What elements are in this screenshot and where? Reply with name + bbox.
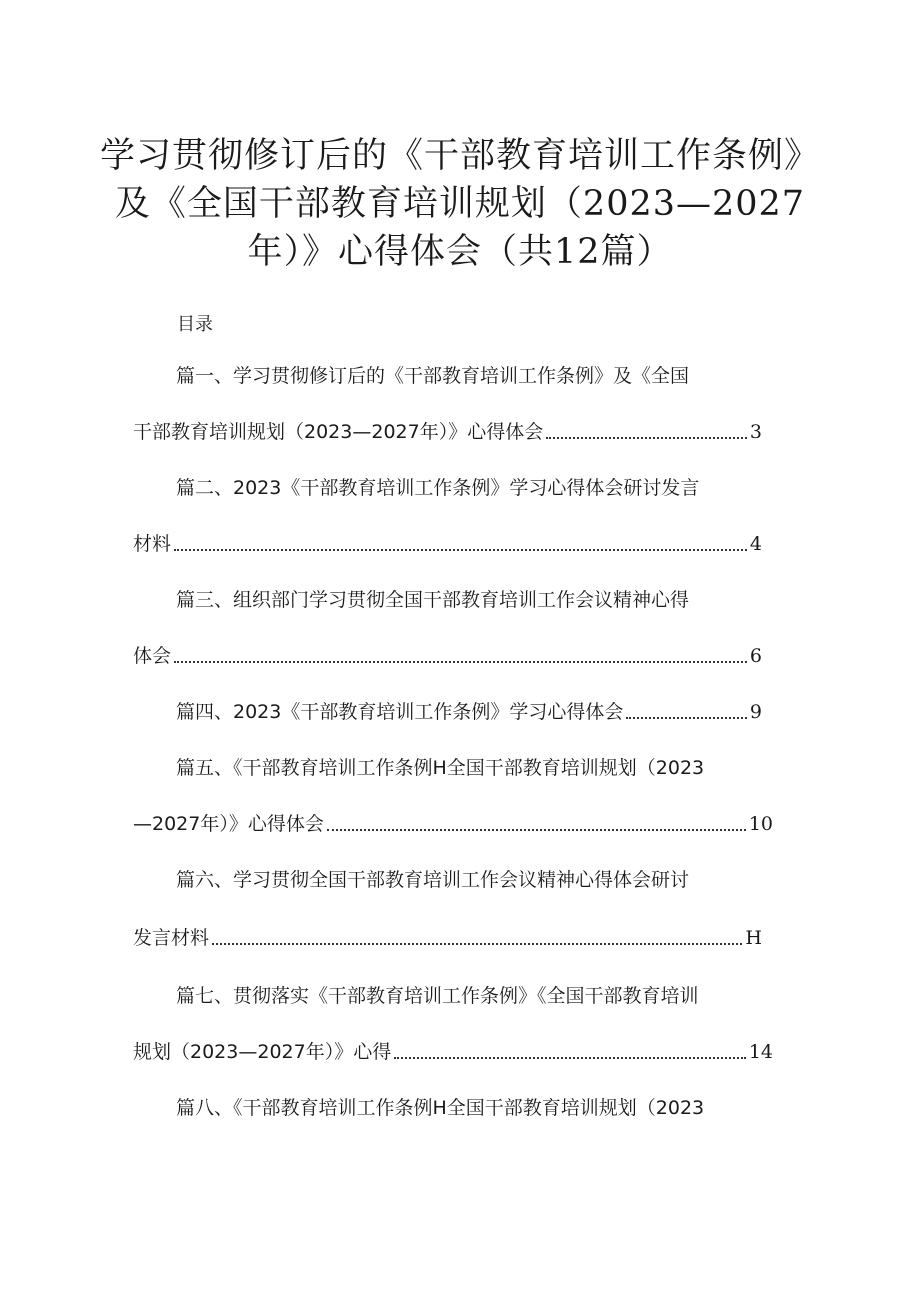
toc-entry-1-line-1[interactable]: 篇一、学习贯彻修订后的《干部教育培训工作条例》及《全国 xyxy=(176,365,690,387)
toc-entry-6-text: 发言材料 xyxy=(133,927,210,949)
toc-entry-7-text: 规划（2023—2027年）》心得 xyxy=(133,1041,392,1063)
toc-entry-4-text: 篇四、2023《干部教育培训工作条例》学习心得体会 xyxy=(176,701,624,723)
toc-entry-2-line-1[interactable]: 篇二、2023《干部教育培训工作条例》学习心得体会研讨发言 xyxy=(176,477,700,499)
dot-leader xyxy=(212,943,742,945)
toc-entry-7-line-2[interactable] xyxy=(133,1038,773,1066)
toc-heading: 目录 xyxy=(177,314,213,335)
toc-entry-5-page: 10 xyxy=(748,813,773,835)
toc-entry-2-page: 4 xyxy=(749,533,762,555)
dot-leader xyxy=(394,1057,746,1059)
toc-entry-3-text: 体会 xyxy=(133,645,172,667)
toc-entry-1-text: 干部教育培训规划（2023—2027年）》心得体会 xyxy=(133,421,544,443)
toc-entry-7-page: 14 xyxy=(748,1041,773,1063)
toc-entry-6-line-2[interactable] xyxy=(133,924,762,952)
document-title-line-1: 学习贯彻修订后的《干部教育培训工作条例》 xyxy=(100,136,821,176)
toc-entry-3-line-1[interactable]: 篇三、组织部门学习贯彻全国干部教育培训工作会议精神心得 xyxy=(176,589,690,611)
toc-entry-6-page: H xyxy=(745,927,762,949)
toc-entry-5-line-2[interactable] xyxy=(133,810,773,838)
toc-entry-2-line-2[interactable] xyxy=(133,530,762,558)
toc-entry-1-line-2[interactable] xyxy=(133,418,762,446)
document-title-line-3: 年）》心得体会（共12篇） xyxy=(247,232,673,272)
dot-leader xyxy=(626,717,747,719)
toc-entry-8-line-1[interactable]: 篇八、《干部教育培训工作条例H全国干部教育培训规划（2023 xyxy=(176,1097,705,1119)
document-title-line-2: 及《全国干部教育培训规划（2023—2027 xyxy=(114,184,806,224)
toc-entry-1-page: 3 xyxy=(749,421,762,443)
toc-entry-7-line-1[interactable]: 篇七、贯彻落实《干部教育培训工作条例》《全国干部教育培训 xyxy=(176,985,699,1007)
toc-entry-2-text: 材料 xyxy=(133,533,172,555)
dot-leader xyxy=(327,829,746,831)
toc-entry-5-line-1[interactable]: 篇五、《干部教育培训工作条例H全国干部教育培训规划（2023 xyxy=(176,757,705,779)
toc-entry-3-line-2[interactable] xyxy=(133,642,762,670)
toc-entry-3-page: 6 xyxy=(749,645,762,667)
toc-entry-4-line-1[interactable] xyxy=(176,698,762,726)
dot-leader xyxy=(546,437,747,439)
toc-entry-4-page: 9 xyxy=(749,701,762,723)
toc-entry-6-line-1[interactable]: 篇六、学习贯彻全国干部教育培训工作会议精神心得体会研讨 xyxy=(176,869,690,891)
toc-entry-5-text: —2027年）》心得体会 xyxy=(133,813,324,835)
dot-leader xyxy=(174,661,747,663)
dot-leader xyxy=(174,549,747,551)
